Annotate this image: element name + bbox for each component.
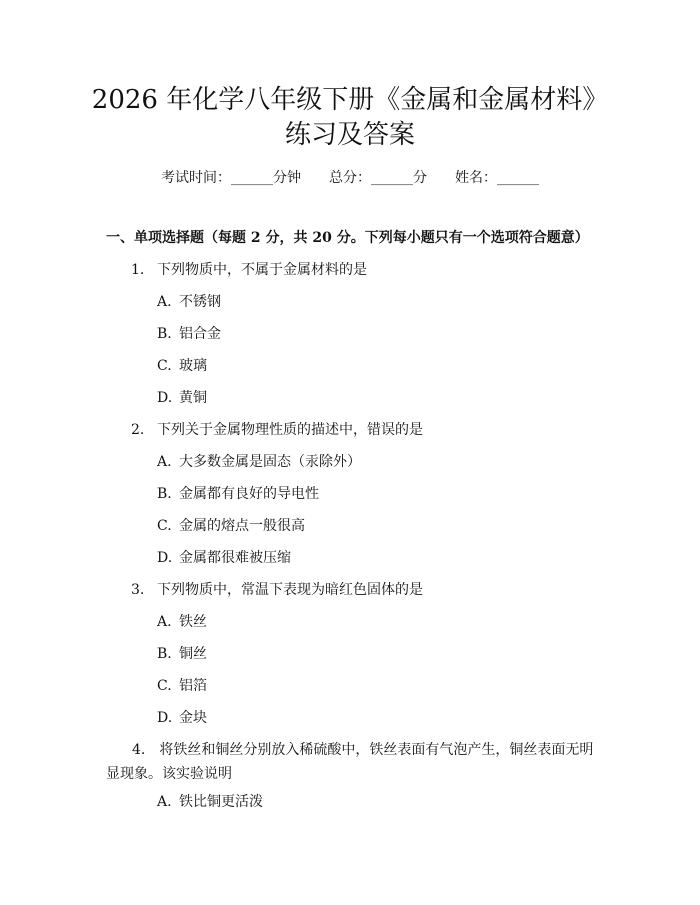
question-2-option-c (157, 516, 305, 536)
question-number: 1. (131, 262, 145, 278)
option-text: 金属都有良好的导电性 (179, 486, 319, 502)
question-2 (131, 420, 423, 440)
student-name-field: 姓名：______ (455, 170, 539, 186)
page-title-line-2: 练习及答案 (284, 120, 415, 150)
option-letter: B. (157, 646, 172, 662)
question-number: 2. (131, 422, 145, 438)
option-letter: D. (157, 550, 173, 566)
question-4 (106, 738, 596, 786)
option-text: 金块 (179, 710, 207, 726)
option-text: 金属都很难被压缩 (179, 550, 291, 566)
question-3-option-d (157, 708, 207, 728)
question-3 (131, 580, 423, 600)
question-1-option-a (157, 292, 221, 312)
option-text: 铝箔 (179, 678, 207, 694)
question-text: 将铁丝和铜丝分别放入稀硫酸中，铁丝表面有气泡产生，铜丝表面无明显现象。该实验说明 (106, 742, 594, 782)
question-2-option-b (157, 484, 319, 504)
option-letter: B. (157, 486, 172, 502)
question-1 (131, 260, 367, 280)
option-text: 铜丝 (179, 646, 207, 662)
option-text: 玻璃 (179, 358, 207, 374)
option-letter: C. (157, 678, 172, 694)
option-text: 铁丝 (179, 614, 207, 630)
question-number: 3. (131, 582, 145, 598)
question-3-option-a (157, 612, 207, 632)
question-3-option-b (157, 644, 207, 664)
question-1-option-b (157, 324, 221, 344)
question-number: 4. (132, 742, 146, 758)
question-3-option-c (157, 676, 207, 696)
option-text: 不锈钢 (179, 294, 221, 310)
question-4-option-a (157, 792, 263, 812)
option-text: 金属的熔点一般很高 (179, 518, 305, 534)
option-text: 铝合金 (179, 326, 221, 342)
option-letter: A. (157, 614, 172, 630)
question-2-option-d (157, 548, 291, 568)
question-1-option-c (157, 356, 207, 376)
question-text: 下列关于金属物理性质的描述中，错误的是 (157, 422, 423, 438)
option-letter: A. (157, 794, 172, 810)
question-text: 下列物质中，不属于金属材料的是 (157, 262, 367, 278)
option-letter: C. (157, 358, 172, 374)
option-letter: C. (157, 518, 172, 534)
exam-time-field: 考试时间：______分钟 (161, 170, 301, 186)
question-2-option-a (157, 452, 361, 472)
option-text: 黄铜 (179, 390, 207, 406)
option-letter: A. (157, 294, 172, 310)
total-score-field: 总分：______分 (329, 170, 427, 186)
option-text: 大多数金属是固态（汞除外） (179, 454, 361, 470)
section-heading: 一、单项选择题（每题 2 分，共 20 分。下列每小题只有一个选项符合题意） (106, 230, 589, 246)
option-letter: B. (157, 326, 172, 342)
option-letter: A. (157, 454, 172, 470)
option-letter: D. (157, 710, 173, 726)
question-text: 下列物质中，常温下表现为暗红色固体的是 (157, 582, 423, 598)
option-text: 铁比铜更活泼 (179, 794, 263, 810)
page-title-line-1: 2026 年化学八年级下册《金属和金属材料》 (91, 85, 609, 115)
option-letter: D. (157, 390, 173, 406)
question-1-option-d (157, 388, 207, 408)
exam-info (0, 168, 700, 188)
